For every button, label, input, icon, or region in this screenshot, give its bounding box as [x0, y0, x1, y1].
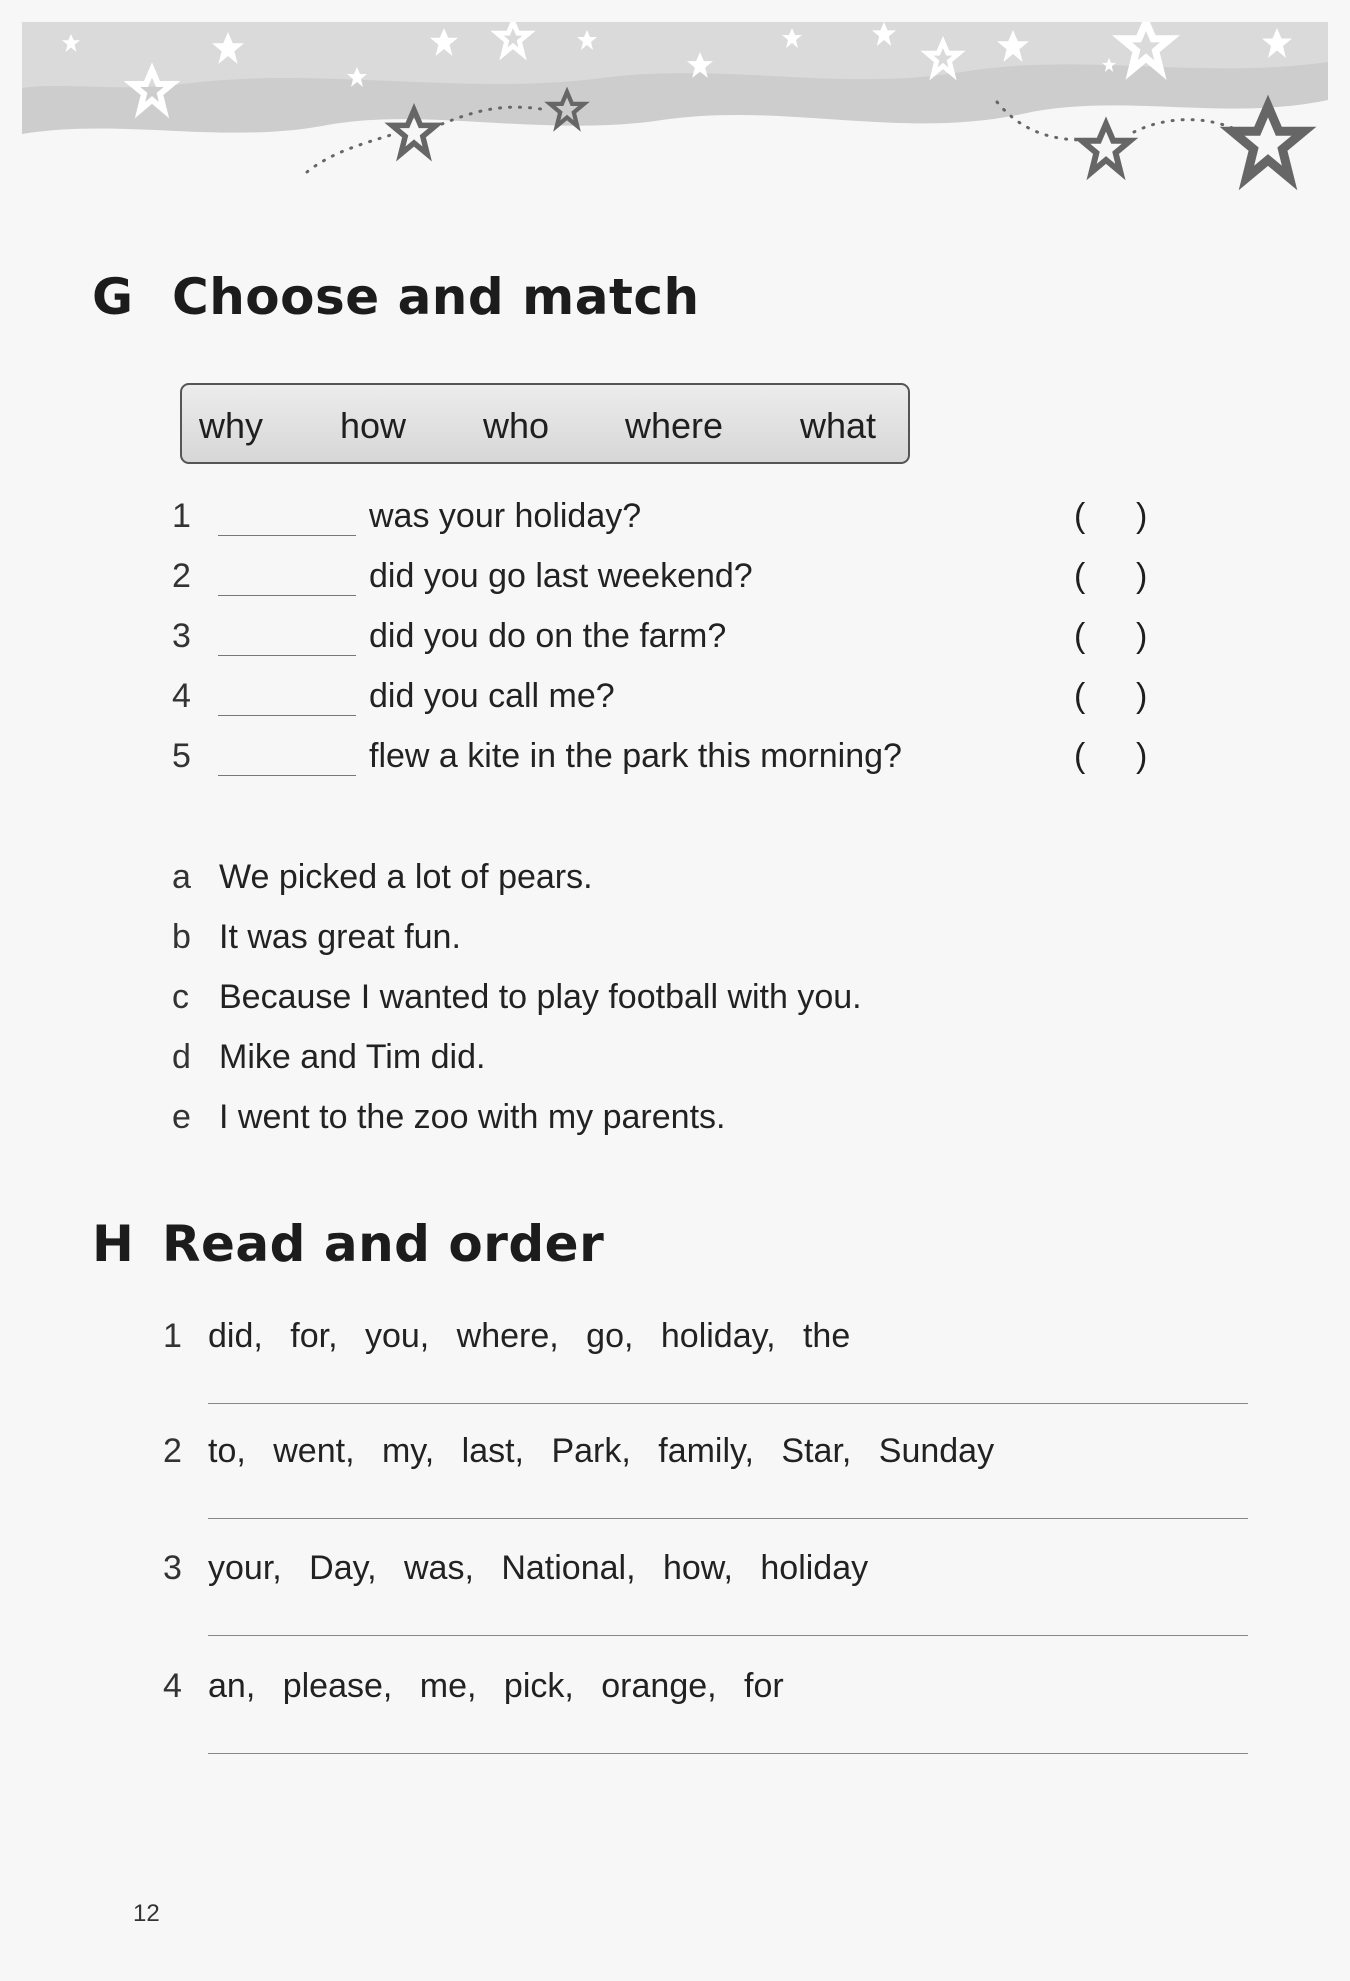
answer-blank[interactable] — [218, 715, 356, 716]
answer-option — [0, 978, 1350, 1028]
answer-letter: a — [172, 858, 191, 896]
section-letter: G — [92, 268, 134, 326]
star-banner — [22, 22, 1328, 207]
answer-letter: e — [172, 1098, 191, 1136]
word-bank-item: where — [625, 405, 724, 446]
order-words: your, Day, was, National, how, holiday — [208, 1549, 869, 1587]
match-paren-open: ( — [1074, 617, 1086, 655]
answer-letter: c — [172, 978, 189, 1016]
answer-option — [0, 1098, 1350, 1148]
order-number: 4 — [163, 1667, 182, 1705]
answer-blank[interactable] — [218, 775, 356, 776]
section-h-heading — [92, 1215, 604, 1273]
question-number: 2 — [172, 557, 191, 595]
order-number: 1 — [163, 1317, 182, 1355]
question-row — [0, 497, 1350, 547]
answer-text: Because I wanted to play football with you. — [219, 978, 862, 1016]
answer-blank[interactable] — [218, 655, 356, 656]
match-paren-open: ( — [1074, 677, 1086, 715]
word-bank-item: who — [483, 405, 550, 446]
section-title: Read and order — [162, 1215, 605, 1273]
match-paren-close: ) — [1136, 557, 1148, 595]
answer-text: Mike and Tim did. — [219, 1038, 486, 1076]
section-g-heading — [92, 268, 700, 326]
order-words: an, please, me, pick, orange, for — [208, 1667, 784, 1705]
answer-text: It was great fun. — [219, 918, 461, 956]
question-number: 5 — [172, 737, 191, 775]
question-number: 1 — [172, 497, 191, 535]
word-bank-item: how — [340, 405, 407, 446]
answer-option — [0, 1038, 1350, 1088]
answer-letter: b — [172, 918, 191, 956]
question-row — [0, 677, 1350, 727]
order-words: to, went, my, last, Park, family, Star, Sunday — [208, 1432, 995, 1470]
word-bank — [180, 383, 910, 464]
question-text: flew a kite in the park this morning? — [369, 737, 902, 775]
answer-line[interactable] — [208, 1518, 1248, 1519]
answer-text: I went to the zoo with my parents. — [219, 1098, 726, 1136]
answer-line[interactable] — [208, 1753, 1248, 1754]
question-number: 3 — [172, 617, 191, 655]
answer-line[interactable] — [208, 1635, 1248, 1636]
question-row — [0, 557, 1350, 607]
question-row — [0, 617, 1350, 667]
question-text: did you call me? — [369, 677, 615, 715]
match-paren-close: ) — [1136, 677, 1148, 715]
answer-line[interactable] — [208, 1403, 1248, 1404]
order-number: 2 — [163, 1432, 182, 1470]
answer-letter: d — [172, 1038, 191, 1076]
match-paren-open: ( — [1074, 737, 1086, 775]
question-text: did you do on the farm? — [369, 617, 727, 655]
question-number: 4 — [172, 677, 191, 715]
question-text: did you go last weekend? — [369, 557, 753, 595]
page-number: 12 — [133, 1900, 160, 1927]
match-paren-open: ( — [1074, 557, 1086, 595]
question-text: was your holiday? — [369, 497, 642, 535]
match-paren-close: ) — [1136, 497, 1148, 535]
match-paren-open: ( — [1074, 497, 1086, 535]
section-title: Choose and match — [172, 268, 700, 326]
answer-option — [0, 918, 1350, 968]
match-paren-close: ) — [1136, 737, 1148, 775]
answer-option — [0, 858, 1350, 908]
answer-blank[interactable] — [218, 595, 356, 596]
answer-blank[interactable] — [218, 535, 356, 536]
section-letter: H — [92, 1215, 135, 1273]
order-number: 3 — [163, 1549, 182, 1587]
word-bank-item: why — [199, 405, 264, 446]
order-words: did, for, you, where, go, holiday, the — [208, 1317, 851, 1355]
question-row — [0, 737, 1350, 787]
answer-text: We picked a lot of pears. — [219, 858, 593, 896]
word-bank-item: what — [800, 405, 877, 446]
match-paren-close: ) — [1136, 617, 1148, 655]
